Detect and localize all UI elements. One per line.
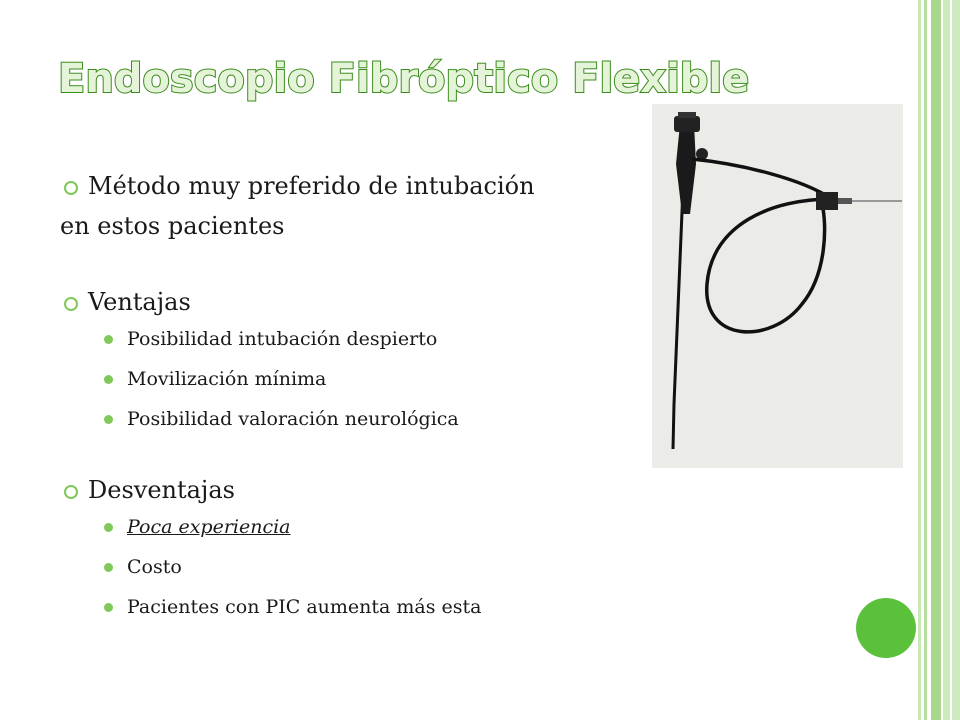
decor-stripe: [950, 0, 952, 720]
bullet-dot-icon: [104, 563, 113, 572]
bullet-text-continuation: en estos pacientes: [60, 212, 285, 240]
bullet-list: [60, 168, 660, 620]
bullet-item: [60, 472, 660, 508]
sub-bullet-item: [60, 554, 660, 580]
bullet-text: Método muy preferido de intubación: [88, 172, 535, 200]
bullet-text: Desventajas: [88, 476, 235, 504]
sub-bullet-item: [60, 326, 660, 352]
bullet-dot-icon: [104, 415, 113, 424]
decor-stripe: [931, 0, 941, 720]
bullet-ring-icon: [64, 297, 78, 311]
sub-bullet-text: Costo: [127, 556, 182, 578]
sub-bullet-text: Movilización mínima: [127, 368, 327, 390]
bullet-dot-icon: [104, 603, 113, 612]
decor-stripe: [924, 0, 927, 720]
sub-bullet-item: [60, 514, 660, 540]
slide-title: [56, 52, 756, 102]
bullet-item: [60, 284, 660, 320]
decor-stripe: [918, 0, 921, 720]
bullet-ring-icon: [64, 485, 78, 499]
bullet-dot-icon: [104, 375, 113, 384]
sub-bullet-item: [60, 406, 660, 432]
decor-circle: [856, 598, 916, 658]
bullet-item: [60, 168, 660, 204]
sub-bullet-item: [60, 594, 660, 620]
bullet-dot-icon: [104, 523, 113, 532]
sub-bullet-text: Posibilidad valoración neurológica: [127, 408, 459, 430]
sub-bullet-item: [60, 366, 660, 392]
bullet-ring-icon: [64, 181, 78, 195]
bullet-dot-icon: [104, 335, 113, 344]
bullet-text: Ventajas: [88, 288, 191, 316]
endoscope-photo: [652, 104, 903, 468]
sub-bullet-text: Poca experiencia: [127, 516, 291, 538]
sub-bullet-text: Posibilidad intubación despierto: [127, 328, 438, 350]
sub-bullet-text: Pacientes con PIC aumenta más esta: [127, 596, 482, 618]
slide-title-text: Endoscopio Fibróptico Flexible: [58, 56, 750, 102]
